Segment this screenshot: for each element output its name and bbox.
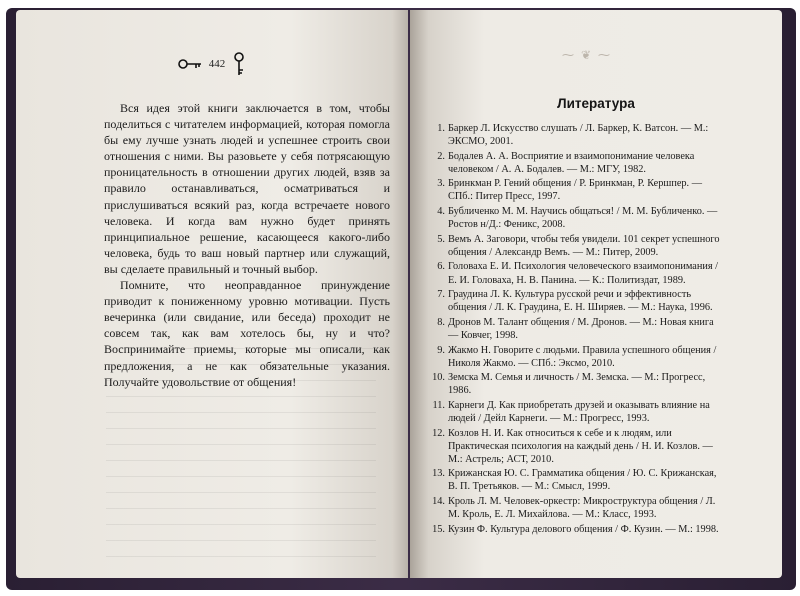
reference-item (426, 523, 722, 536)
reference-number: 2. (437, 150, 445, 162)
reference-item (426, 316, 722, 342)
ornament-icon: ⁓ ❦ ⁓ (562, 48, 613, 62)
reference-text: Бринкман Р. Гений общения / Р. Бринкман, Р. Кершпер. — СПб.: Питер Пресс, 1997. (448, 178, 703, 203)
reference-item (426, 427, 722, 466)
left-page (16, 10, 408, 578)
reference-number: 6. (437, 261, 445, 273)
reference-item (426, 467, 722, 493)
reference-number: 15. (432, 523, 445, 535)
reference-number: 5. (437, 233, 445, 245)
reference-text: Кузин Ф. Культура делового общения / Ф. Кузин. — М.: 1998. (448, 523, 719, 535)
reference-item (426, 122, 722, 148)
reference-text: Козлов Н. И. Как относиться к себе и к людям, или Практическая психология на каждый день / Н. И. Козлов. — М.: Астрель; АСТ, 2010. (448, 427, 713, 465)
reference-text: Баркер Л. Искусство слушать / Л. Баркер, К. Ватсон. — М.: ЭКСМО, 2001. (448, 123, 709, 148)
reference-text: Дронов М. Талант общения / М. Дронов. — М.: Новая книга — Ковчег, 1998. (448, 316, 714, 341)
reference-text: Бубличенко М. М. Научись общаться! / М. М. Бубличенко. — Ростов н/Д.: Феникс, 2008. (448, 206, 718, 231)
reference-number: 7. (437, 289, 445, 301)
body-text (104, 100, 390, 390)
key-right-icon (232, 52, 246, 76)
reference-number: 13. (432, 468, 445, 480)
right-page (410, 10, 782, 578)
reference-item (426, 233, 722, 259)
reference-number: 14. (432, 496, 445, 508)
reference-item (426, 495, 722, 521)
reference-number: 1. (437, 123, 445, 134)
reference-number: 10. (432, 372, 445, 384)
reference-text: Вемъ А. Заговори, чтобы тебя увидели. 101 секрет успешного общения / Александр Вемъ. — М.: Питер, 2009. (448, 233, 720, 258)
reference-text: Головаха Е. И. Психология человеческого взаимопонимания / Е. И. Головаха, Н. В. Панина. — К.: Политиздат, 1989. (448, 261, 719, 286)
reference-text: Граудина Л. К. Культура русской речи и эффективность общения / Л. К. Граудина, Е. Н. Ширяев. — М.: Наука, 1996. (448, 289, 713, 314)
reference-item (426, 150, 722, 176)
reference-list (426, 122, 722, 537)
bleed-through-texture (106, 348, 376, 568)
reference-number: 12. (432, 427, 445, 439)
reference-text: Кроль Л. М. Человек-оркестр: Микроструктура общения / Л. М. Кроль, Е. Л. Михайлова. — М.: Класс, 1993. (448, 496, 716, 521)
reference-text: Жакмо Н. Говорите с людьми. Правила успешного общения / Николя Жакмо. — СПб.: Эксмо, 2010. (448, 344, 717, 369)
reference-item (426, 371, 722, 397)
reference-item (426, 344, 722, 370)
key-left-icon (178, 57, 202, 71)
reference-item (426, 288, 722, 314)
reference-item (426, 260, 722, 286)
reference-item (426, 399, 722, 425)
reference-text: Крижанская Ю. С. Грамматика общения / Ю. С. Крижанская, В. П. Третьяков. — М.: Смысл, 1999. (448, 468, 717, 493)
reference-item (426, 177, 722, 203)
reference-number: 4. (437, 206, 445, 218)
reference-number: 8. (437, 316, 445, 328)
paragraph: Помните, что неоправданное принуждение приводит к пониженному уровню мотивации. Пусть вечеринка (или свидание, или беседа) проходит не совсем так, как вам хотелось бы, ну и что? Воспринимайте приемы, которые мы описали, как предложения, а не как обязательные указания. Получайте удовольствие от общения! (104, 278, 390, 389)
reference-number: 11. (432, 399, 445, 411)
page-number: 442 (208, 58, 226, 70)
reference-number: 9. (437, 344, 445, 356)
reference-number: 3. (437, 178, 445, 190)
reference-text: Бодалев А. А. Восприятие и взаимопонимание человека человеком / А. А. Бодалев. — М.: МГУ, 1982. (448, 150, 695, 175)
paragraph: Вся идея этой книги заключается в том, чтобы поделиться с читателем информацией, которая помогла бы ему лучше узнать людей и успешнее строить свои отношения с ними. Вы разовьете у себя потрясающую проницательность в отношении других людей, взяв за правило останавливаться, осматриваться и прислушиваться всякий раз, когда встречаете нового человека. И когда вам нужно будет принять принципиальное решение, касающееся какого-либо человека, будь то ваш новый партнер или служащий, вы сделаете правильный и точный выбор. (104, 101, 390, 276)
page-header (16, 52, 408, 76)
reference-text: Карнеги Д. Как приобретать друзей и оказывать влияние на людей / Дейл Карнеги. — М.: Прогресс, 1993. (448, 399, 710, 424)
reference-text: Земска М. Семья и личность / М. Земска. — М.: Прогресс, 1986. (448, 372, 706, 397)
section-title: Литература (557, 96, 635, 111)
reference-item (426, 205, 722, 231)
